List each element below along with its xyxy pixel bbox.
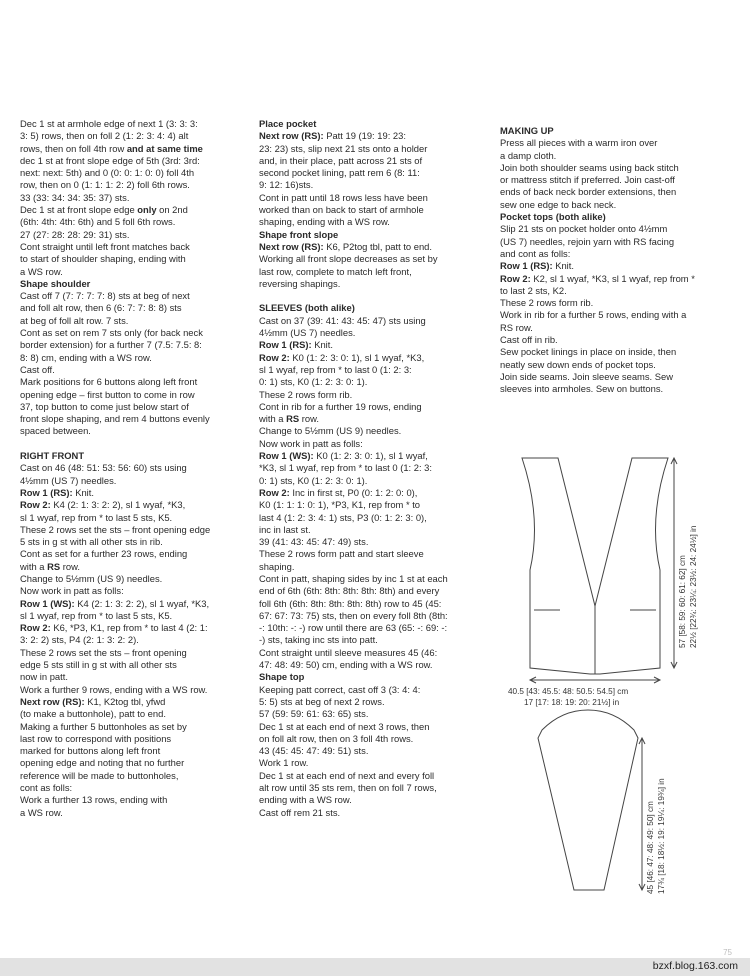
text-line — [259, 585, 487, 597]
text-line — [20, 598, 248, 610]
line-text: a WS row. — [20, 806, 63, 818]
line-text: Work in rib for a further 5 rows, ending with a — [500, 309, 687, 321]
text-line — [259, 315, 487, 327]
line-text: cont as folls: — [20, 782, 73, 794]
text-line — [259, 413, 487, 425]
text-line — [20, 512, 248, 524]
text-line — [20, 118, 248, 130]
line-text: These 2 rows set the sts – front opening edge — [20, 523, 211, 535]
line-text: Knit. — [72, 486, 94, 498]
line-text: marked for buttons along left front — [20, 745, 161, 757]
bold-text: and at same time — [126, 142, 203, 154]
line-text: sl 1 wyaf, rep from * to last 5 sts, K5. — [20, 511, 173, 523]
text-line — [20, 389, 248, 401]
section-heading: Shape front slope — [259, 228, 339, 240]
line-text: sew one edge to back neck. — [500, 198, 617, 210]
bold-text: RS — [286, 413, 300, 425]
line-text: last row, complete to match left front, — [259, 265, 412, 277]
text-line — [259, 647, 487, 659]
text-line — [259, 253, 487, 265]
line-text: reversing shapings. — [259, 277, 341, 289]
text-line — [20, 315, 248, 327]
text-line — [20, 585, 248, 597]
text-line — [20, 413, 248, 425]
text-line — [259, 598, 487, 610]
line-text: Now work in patt as folls: — [259, 437, 363, 449]
text-line — [20, 684, 248, 696]
line-text: Cast on 46 (48: 51: 53: 56: 60) sts using — [20, 462, 187, 474]
line-text: opening edge and noting that no further — [20, 757, 185, 769]
text-line — [500, 174, 728, 186]
line-text: to start of shoulder shaping, ending with — [20, 253, 186, 265]
text-line — [259, 364, 487, 376]
bold-text: Row 2: — [20, 499, 51, 511]
line-text: Now work in patt as folls: — [20, 585, 124, 597]
text-line — [259, 499, 487, 511]
line-text: 27 (27: 28: 28: 29: 31) sts. — [20, 228, 130, 240]
text-line — [20, 782, 248, 794]
line-text: Press all pieces with a warm iron over — [500, 137, 658, 149]
line-text: Dec 1 st at each end of next and every foll — [259, 769, 435, 781]
text-line — [500, 285, 728, 297]
section-heading: RIGHT FRONT — [20, 450, 85, 462]
paragraph-gap — [259, 290, 487, 302]
line-text: Cont as set for a further 23 rows, ending — [20, 548, 188, 560]
text-line — [259, 327, 487, 339]
text-line — [259, 216, 487, 228]
line-text: edge 5 sts still in g st with all other sts — [20, 659, 177, 671]
line-text: alt row until 35 sts rem, then on foll 7 rows, — [259, 782, 437, 794]
text-line — [259, 266, 487, 278]
text-line — [259, 634, 487, 646]
line-text: Cast on 37 (39: 41: 43: 45: 47) sts using — [259, 314, 426, 326]
section-heading: Shape shoulder — [20, 277, 91, 289]
text-line — [259, 721, 487, 733]
line-text: K6, *P3, K1, rep from * to last 4 (2: 1: — [50, 622, 208, 634]
text-line — [259, 696, 487, 708]
text-line — [500, 273, 728, 285]
text-line — [20, 130, 248, 142]
text-line — [259, 438, 487, 450]
text-line — [259, 573, 487, 585]
line-text: Join side seams. Join sleeve seams. Sew — [500, 370, 673, 382]
text-line — [500, 186, 728, 198]
line-text: Knit. — [552, 260, 574, 272]
text-line — [259, 610, 487, 622]
text-line — [20, 634, 248, 646]
line-text: a damp cloth. — [500, 149, 557, 161]
line-text: K2, sl 1 wyaf, *K3, sl 1 wyaf, rep from * — [530, 272, 695, 284]
bold-text: Next row (RS): — [20, 695, 85, 707]
line-text: at beg of foll alt row. 7 sts. — [20, 314, 129, 326]
line-text: a WS row. — [20, 265, 63, 277]
line-text: These 2 rows form rib. — [259, 388, 353, 400]
text-line — [20, 499, 248, 511]
bold-text: only — [137, 204, 157, 216]
text-line — [20, 425, 248, 437]
line-text: -: 10th: -: -) row until there are 63 (65: -: 69: -: — [259, 622, 448, 634]
section-heading: Shape top — [259, 671, 305, 683]
sleeve-length-label: 45 [46: 47: 48: 49: 50] cm — [646, 801, 655, 894]
section-heading: Pocket tops (both alike) — [500, 211, 606, 223]
bold-text: Next row (RS): — [259, 240, 324, 252]
line-text: neatly sew down ends of pocket tops. — [500, 358, 656, 370]
text-line — [259, 524, 487, 536]
section-heading: MAKING UP — [500, 125, 554, 136]
text-line — [20, 561, 248, 573]
text-line — [20, 733, 248, 745]
text-line — [500, 309, 728, 321]
text-line — [259, 155, 487, 167]
text-line — [500, 150, 728, 162]
line-text: Cont in patt, shaping sides by inc 1 st at each — [259, 572, 448, 584]
text-line — [500, 260, 728, 272]
line-text: Cast off 7 (7: 7: 7: 7: 8) sts at beg of next — [20, 290, 190, 302]
text-line — [500, 371, 728, 383]
line-text: 33 (33: 34: 34: 35: 37) sts. — [20, 191, 130, 203]
text-line — [259, 352, 487, 364]
text-line — [20, 745, 248, 757]
line-text: Cast off. — [20, 363, 55, 375]
line-text: 3: 5) rows, then on foll 2 (1: 2: 3: 4: 4) alt — [20, 130, 189, 142]
vest-width-label: 40.5 [43: 45.5: 48: 50.5: 54.5] cm — [508, 687, 629, 696]
text-line — [500, 248, 728, 260]
line-text: 5: 5) sts at beg of next 2 rows. — [259, 695, 385, 707]
line-text: Change to 5½mm (US 9) needles. — [259, 425, 402, 437]
footer-site-text: bzxf.blog.163.com — [652, 960, 738, 972]
line-text: Sew pocket linings in place on inside, then — [500, 346, 677, 358]
text-line — [500, 236, 728, 248]
line-text: and, in their place, patt across 21 sts of — [259, 154, 423, 166]
text-line — [259, 745, 487, 757]
text-line — [20, 290, 248, 302]
text-line — [259, 622, 487, 634]
line-text: 39 (41: 43: 45: 47: 49) sts. — [259, 536, 369, 548]
column-middle — [259, 118, 487, 819]
line-text: reference will be made to buttonholes, — [20, 769, 179, 781]
line-text: K0 (1: 2: 3: 0: 1), sl 1 wyaf, *K3, — [289, 351, 425, 363]
text-line — [259, 708, 487, 720]
line-text: ends of back neck border extensions, then — [500, 186, 677, 198]
line-text: on 2nd — [156, 204, 188, 216]
section-heading: SLEEVES (both alike) — [259, 302, 355, 314]
line-text: Mark positions for 6 buttons along left front — [20, 376, 198, 388]
line-text: Keeping patt correct, cast off 3 (3: 4: 4: — [259, 683, 421, 695]
column-right — [500, 125, 728, 396]
text-line — [20, 573, 248, 585]
line-text: K1, K2tog tbl, yfwd — [84, 695, 166, 707]
line-text: Dec 1 st at armhole edge of next 1 (3: 3: 3: — [20, 118, 198, 129]
line-text: Cont in patt until 18 rows less have been — [259, 191, 428, 203]
line-text: on foll alt row, then on 3 foll 4th rows. — [259, 732, 414, 744]
line-text: Inc in first st, P0 (0: 1: 2: 0: 0), — [289, 486, 418, 498]
text-line — [259, 339, 487, 351]
text-line — [500, 322, 728, 334]
line-text: 3: 2: 2) sts, P4 (2: 1: 3: 2: 2). — [20, 634, 139, 646]
line-text: 4½mm (US 7) needles. — [259, 327, 356, 339]
text-line — [500, 162, 728, 174]
text-line — [259, 204, 487, 216]
text-line — [259, 389, 487, 401]
text-line — [20, 708, 248, 720]
schematic-diagrams — [500, 448, 730, 918]
line-text: 0: 1) sts, K0 (1: 2: 3: 0: 1). — [259, 376, 368, 388]
line-text: row. — [60, 560, 80, 572]
line-text: Cast off in rib. — [500, 334, 558, 346]
line-text: spaced between. — [20, 425, 91, 437]
line-text: 23: 23) sts, slip next 21 sts onto a holder — [259, 142, 428, 154]
text-line — [20, 536, 248, 548]
text-line — [20, 266, 248, 278]
line-text: ending with a WS row. — [259, 794, 352, 806]
line-text: Change to 5½mm (US 9) needles. — [20, 572, 163, 584]
bold-text: Row 1 (RS): — [20, 486, 73, 498]
line-text: last 4 (1: 2: 3: 4: 1) sts, P3 (0: 1: 2: 3: 0), — [259, 511, 427, 523]
vest-length-in-label: 22½ [22¾: 23¼: 23½: 24: 24½] in — [689, 525, 698, 648]
line-text: Making a further 5 buttonholes as set by — [20, 720, 187, 732]
line-text: 43 (45: 45: 47: 49: 51) sts. — [259, 745, 369, 757]
line-text: 47: 48: 49: 50) cm, ending with a WS row. — [259, 659, 433, 671]
bold-text: Row 2: — [20, 622, 51, 634]
text-line — [500, 346, 728, 358]
line-text: Slip 21 sts on pocket holder onto 4½mm — [500, 223, 668, 235]
text-line — [20, 696, 248, 708]
text-line — [259, 684, 487, 696]
line-text: 0: 1) sts, K0 (1: 2: 3: 0: 1). — [259, 474, 368, 486]
line-text: *K3, sl 1 wyaf, rep from * to last 0 (1: 2: 3: — [259, 462, 432, 474]
text-line — [259, 561, 487, 573]
vest-length-label: 57 [58: 59: 60: 61: 62] cm — [678, 555, 687, 648]
bold-text: Row 1 (RS): — [259, 339, 312, 351]
text-line — [20, 192, 248, 204]
line-text: Dec 1 st at front slope edge — [20, 204, 138, 216]
text-line — [20, 253, 248, 265]
text-line — [20, 352, 248, 364]
text-line — [259, 450, 487, 462]
text-line — [20, 229, 248, 241]
text-line — [259, 807, 487, 819]
line-text: -) sts, taking inc sts into patt. — [259, 634, 378, 646]
line-text: Dec 1 st at each end of next 3 rows, then — [259, 720, 430, 732]
line-text: end of 6th (6th: 8th: 8th: 8th: 8th) and every — [259, 585, 440, 597]
text-line — [259, 425, 487, 437]
line-text: foll 6th (6th: 8th: 8th: 8th: 8th) row to 45 (45: — [259, 597, 442, 609]
line-text: sleeves into armholes. Sew on buttons. — [500, 383, 664, 395]
text-line — [20, 155, 248, 167]
section-heading: Place pocket — [259, 118, 317, 129]
line-text: Knit. — [311, 339, 333, 351]
text-line — [20, 671, 248, 683]
text-line — [259, 401, 487, 413]
line-text: Patt 19 (19: 19: 23: — [323, 130, 406, 142]
text-line — [259, 782, 487, 794]
text-line — [500, 199, 728, 211]
bold-text: Row 1 (WS): — [20, 597, 75, 609]
line-text: K4 (2: 1: 3: 2: 2), sl 1 wyaf, *K3, — [74, 597, 210, 609]
line-text: row. — [299, 413, 319, 425]
line-text: shaping. — [259, 560, 295, 572]
line-text: and cont as folls: — [500, 247, 571, 259]
text-line — [20, 610, 248, 622]
text-line — [259, 376, 487, 388]
line-text: Cont straight until sleeve measures 45 (46: — [259, 646, 438, 658]
line-text: These 2 rows form patt and start sleeve — [259, 548, 424, 560]
page-number: 75 — [723, 948, 732, 957]
text-line — [20, 364, 248, 376]
line-text: 4½mm (US 7) needles. — [20, 474, 117, 486]
text-line — [20, 548, 248, 560]
text-line — [20, 179, 248, 191]
line-text: next: next: 5th) and 0 (0: 0: 1: 0: 0) foll 4th — [20, 167, 195, 179]
bold-text: Row 2: — [259, 486, 290, 498]
line-text: or mattress stitch if preferred. Join cast-off — [500, 174, 675, 186]
text-line — [20, 770, 248, 782]
line-text: Cont straight until left front matches back — [20, 240, 190, 252]
line-text: sl 1 wyaf, rep from * to last 5 sts, K5. — [20, 609, 173, 621]
line-text: Cont in rib for a further 19 rows, ending — [259, 400, 422, 412]
line-text: Cast off rem 21 sts. — [259, 806, 341, 818]
line-text: Work a further 13 rows, ending with — [20, 794, 168, 806]
line-text: (6th: 4th: 4th: 6th) and 5 foll 6th rows. — [20, 216, 176, 228]
line-text: 67: 67: 73: 75) sts, then on every foll 8th (8th: — [259, 609, 448, 621]
text-line — [20, 241, 248, 253]
text-line — [259, 167, 487, 179]
text-line — [259, 659, 487, 671]
text-line — [259, 241, 487, 253]
line-text: 8: 8) cm, ending with a WS row. — [20, 351, 152, 363]
text-line — [20, 204, 248, 216]
text-line — [20, 524, 248, 536]
text-line — [20, 794, 248, 806]
line-text: K0 (1: 2: 3: 0: 1), sl 1 wyaf, — [313, 450, 428, 462]
text-line — [20, 622, 248, 634]
bold-text: RS — [47, 560, 61, 572]
line-text: These 2 rows form rib. — [500, 297, 594, 309]
text-line — [20, 462, 248, 474]
text-line — [20, 143, 248, 155]
line-text: last row to correspond with positions — [20, 732, 172, 744]
text-line — [259, 536, 487, 548]
text-line — [259, 548, 487, 560]
line-text: RS row. — [500, 321, 533, 333]
text-line — [500, 297, 728, 309]
text-line — [259, 487, 487, 499]
text-line — [500, 137, 728, 149]
text-line — [259, 278, 487, 290]
line-text: 5 sts in g st with all other sts in rib. — [20, 536, 163, 548]
text-line — [20, 339, 248, 351]
line-text: K4 (2: 1: 3: 2: 2), sl 1 wyaf, *K3, — [50, 499, 186, 511]
text-line — [20, 721, 248, 733]
text-line — [500, 359, 728, 371]
text-line — [20, 401, 248, 413]
line-text: to last 2 sts, K2. — [500, 284, 567, 296]
line-text: with a — [259, 413, 287, 425]
text-line — [20, 302, 248, 314]
text-line — [259, 794, 487, 806]
bold-text: Row 2: — [259, 351, 290, 363]
line-text: Join both shoulder seams using back stitch — [500, 161, 679, 173]
text-line — [20, 475, 248, 487]
text-line — [259, 192, 487, 204]
line-text: Work 1 row. — [259, 757, 309, 769]
text-line — [259, 770, 487, 782]
text-line — [20, 327, 248, 339]
text-line — [259, 130, 487, 142]
line-text: rows, then on foll 4th row — [20, 142, 127, 154]
text-line — [20, 757, 248, 769]
text-line — [500, 383, 728, 395]
line-text: Working all front slope decreases as set by — [259, 253, 438, 265]
line-text: These 2 rows set the sts – front opening — [20, 646, 187, 658]
text-line — [500, 223, 728, 235]
sleeve-outline — [538, 710, 638, 890]
vest-width-in-label: 17 [17: 18: 19: 20: 21½] in — [524, 698, 620, 707]
column-left — [20, 118, 248, 819]
text-line — [20, 216, 248, 228]
line-text: K0 (1: 1: 1: 0: 1), *P3, K1, rep from * to — [259, 499, 421, 511]
line-text: border extension) for a further 7 (7.5: 7.5: 8: — [20, 339, 202, 351]
line-text: (to make a buttonhole), patt to end. — [20, 708, 166, 720]
line-text: row, then on 0 (1: 1: 1: 2: 2) foll 6th rows. — [20, 179, 190, 191]
text-line — [20, 487, 248, 499]
schematic-svg — [500, 448, 730, 918]
text-line — [20, 376, 248, 388]
text-line — [259, 143, 487, 155]
line-text: with a — [20, 560, 48, 572]
bold-text: Row 1 (WS): — [259, 450, 314, 462]
bold-text: Next row (RS): — [259, 130, 324, 142]
line-text: inc in last st. — [259, 523, 311, 535]
line-text: second pocket lining, patt rem 6 (8: 11: — [259, 167, 420, 179]
line-text: shaping, ending with a WS row. — [259, 216, 390, 228]
line-text: K6, P2tog tbl, patt to end. — [323, 240, 433, 252]
text-line — [259, 733, 487, 745]
line-text: worked than on back to start of armhole — [259, 204, 424, 216]
footer-bar — [0, 958, 750, 976]
line-text: opening edge – first button to come in row — [20, 388, 195, 400]
text-line — [500, 334, 728, 346]
text-line — [20, 659, 248, 671]
sleeve-length-in-label: 17¾ [18: 18½: 19: 19¼: 19¾] in — [657, 778, 666, 894]
bold-text: Row 2: — [500, 272, 531, 284]
line-text: dec 1 st at front slope edge of 5th (3rd: 3rd: — [20, 154, 200, 166]
bold-text: Row 1 (RS): — [500, 260, 553, 272]
text-line — [259, 757, 487, 769]
line-text: sl 1 wyaf, rep from * to last 0 (1: 2: 3: — [259, 363, 412, 375]
line-text: now in patt. — [20, 671, 68, 683]
line-text: 37, top button to come just below start of — [20, 400, 189, 412]
text-line — [259, 462, 487, 474]
text-line — [259, 475, 487, 487]
text-line — [20, 647, 248, 659]
line-text: 9: 12: 16)sts. — [259, 179, 314, 191]
line-text: and foll alt row, then 6 (6: 7: 7: 8: 8) sts — [20, 302, 182, 314]
line-text: 57 (59: 59: 61: 63: 65) sts. — [259, 708, 369, 720]
line-text: Work a further 9 rows, ending with a WS row. — [20, 683, 208, 695]
paragraph-gap — [20, 438, 248, 450]
line-text: Cont as set on rem 7 sts only (for back neck — [20, 327, 203, 339]
text-line — [259, 512, 487, 524]
text-line — [259, 179, 487, 191]
text-line — [20, 807, 248, 819]
line-text: (US 7) needles, rejoin yarn with RS facing — [500, 235, 675, 247]
line-text: front slope shaping, and rem 4 buttons evenly — [20, 413, 210, 425]
text-line — [20, 167, 248, 179]
